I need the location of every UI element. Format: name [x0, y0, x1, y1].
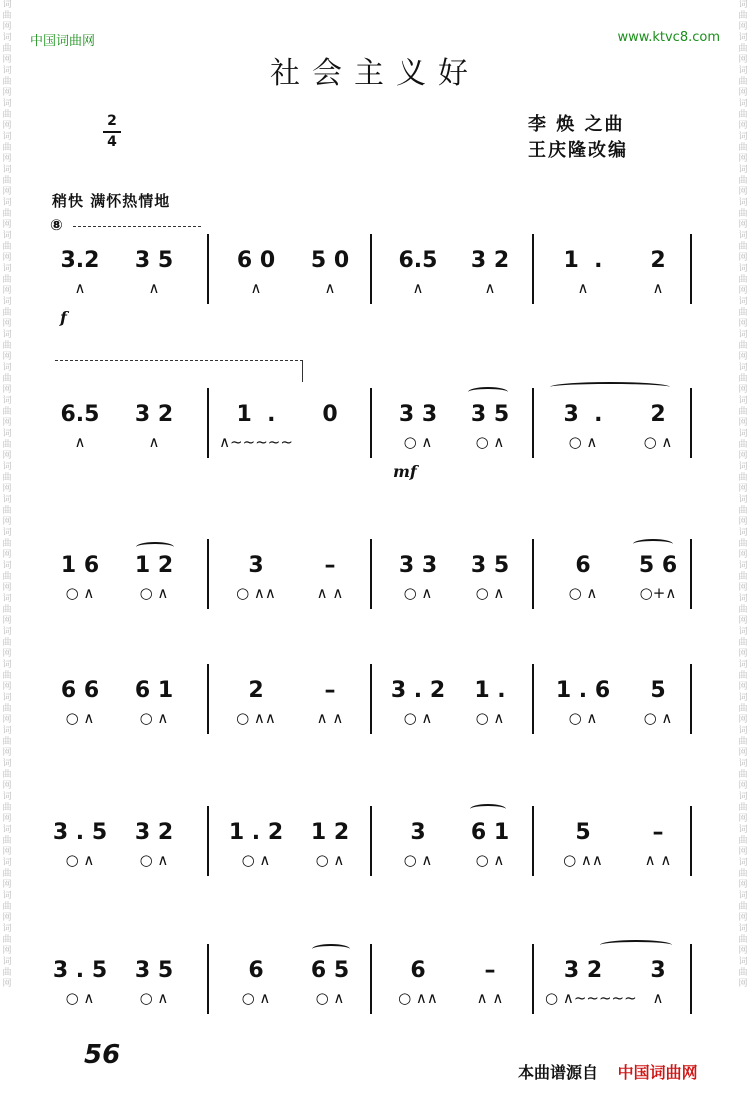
note-digits: 3 2: [134, 820, 174, 845]
beat-cell: [380, 958, 456, 1006]
bar-line: [532, 944, 534, 1014]
note-digits: 1 . 2: [228, 820, 284, 845]
beat-cell: [42, 248, 118, 296]
articulation-mark: [292, 434, 368, 450]
articulation-mark: ∧ ∧: [316, 709, 344, 727]
articulation-mark: ∧ ∧: [644, 851, 672, 869]
articulation-mark: ∧ ∧: [476, 989, 504, 1007]
articulation-mark: ○ ∧: [139, 989, 169, 1007]
articulation-mark: ○ ∧: [403, 433, 433, 451]
note-digits: 6: [248, 958, 264, 983]
note-digits: 1 .: [236, 402, 276, 427]
beat-cell: [42, 402, 118, 450]
note-digits: 3 2: [134, 402, 174, 427]
note-digits: 3.2: [60, 248, 100, 273]
note-digits: 5 0: [310, 248, 350, 273]
articulation-mark: ∧: [74, 433, 86, 451]
articulation-mark: ○ ∧∧: [236, 584, 276, 602]
tempo-marking: 稍快 满怀热情地: [52, 192, 171, 210]
beat-cell: [292, 248, 368, 296]
beat-cell: [545, 820, 621, 868]
beat-cell: [42, 820, 118, 868]
articulation-mark: ○ ∧∧: [398, 989, 438, 1007]
beat-cell: [620, 553, 696, 601]
slur: [550, 382, 670, 392]
site-url-link[interactable]: www.ktvc8.com: [617, 30, 720, 45]
watermark-left-edge: 词曲网词曲网词曲网词曲网词曲网词曲网词曲网词曲网词曲网词曲网词曲网词曲网词曲网词曲网词曲网词曲网词曲网词曲网词曲网词曲网词曲网词曲网词曲网词曲网词曲网词曲网词曲网词曲网词曲网词曲网: [2, 0, 12, 989]
note-digits: 3: [650, 958, 666, 983]
time-signature-bar: [103, 131, 121, 133]
note-digits: 1 .: [474, 678, 506, 703]
beat-cell: [380, 402, 456, 450]
note-digits: 6 1: [134, 678, 174, 703]
articulation-mark: ○ ∧: [315, 989, 345, 1007]
time-signature-bottom: 4: [107, 134, 117, 150]
note-digits: 3 . 5: [52, 820, 108, 845]
note-digits: 6 5: [310, 958, 350, 983]
beat-cell: [42, 958, 118, 1006]
beat-cell: [452, 248, 528, 296]
articulation-mark: ○ ∧: [643, 433, 673, 451]
note-digits: 3 3: [398, 402, 438, 427]
note-digits: 3 3: [398, 553, 438, 578]
beat-cell: [116, 820, 192, 868]
articulation-mark: ∧: [652, 279, 664, 297]
bar-line: [690, 664, 692, 734]
note-digits: 3 2: [470, 248, 510, 273]
beat-cell: [292, 553, 368, 601]
note-digits: 3 . 5: [52, 958, 108, 983]
articulation-mark: ○ ∧: [475, 709, 505, 727]
note-digits: 3: [410, 820, 426, 845]
bar-line: [207, 539, 209, 609]
beat-cell: [218, 958, 294, 1006]
time-signature: [103, 113, 121, 151]
articulation-mark: ∧: [577, 279, 589, 297]
beat-cell: [218, 248, 294, 296]
site-name-link[interactable]: 中国词曲网: [30, 34, 96, 49]
articulation-mark: ○ ∧: [403, 709, 433, 727]
beat-cell: [620, 820, 696, 868]
articulation-mark: ○ ∧: [403, 584, 433, 602]
note-digits: 2: [650, 248, 666, 273]
beat-cell: [452, 402, 528, 450]
note-digits: 0: [322, 402, 338, 427]
beat-cell: [452, 958, 528, 1006]
bar-line: [532, 806, 534, 876]
articulation-mark: ○ ∧: [643, 709, 673, 727]
beat-cell: [452, 553, 528, 601]
articulation-mark: ○ ∧: [475, 584, 505, 602]
articulation-mark: ○ ∧: [139, 584, 169, 602]
beat-cell: [116, 958, 192, 1006]
slur: [600, 940, 672, 950]
articulation-mark: ∧: [652, 989, 664, 1007]
note-digits: 3 5: [470, 402, 510, 427]
articulation-mark: ○ ∧: [139, 851, 169, 869]
bar-line: [370, 806, 372, 876]
articulation-mark: ○ ∧: [65, 851, 95, 869]
bar-line: [207, 388, 209, 458]
note-digits: 1 2: [134, 553, 174, 578]
beat-cell: [116, 248, 192, 296]
beat-cell: [218, 553, 294, 601]
note-digits: –: [652, 820, 664, 845]
beat-cell: [545, 402, 621, 450]
watermark-right-edge: 词曲网词曲网词曲网词曲网词曲网词曲网词曲网词曲网词曲网词曲网词曲网词曲网词曲网词曲网词曲网词曲网词曲网词曲网词曲网词曲网词曲网词曲网词曲网词曲网词曲网词曲网词曲网词曲网词曲网词曲网: [738, 0, 748, 989]
beat-cell: [292, 958, 368, 1006]
note-digits: 1 .: [563, 248, 603, 273]
articulation-mark: ○ ∧: [403, 851, 433, 869]
beat-cell: [545, 958, 637, 1007]
articulation-mark: ○ ∧: [315, 851, 345, 869]
note-digits: 3: [248, 553, 264, 578]
articulation-mark: ○+∧: [639, 584, 677, 602]
note-digits: 1 6: [60, 553, 100, 578]
bar-line: [690, 944, 692, 1014]
footer-site-name[interactable]: 中国词曲网: [617, 1063, 698, 1082]
rehearsal-marker: ⑧: [50, 216, 63, 234]
beat-cell: [42, 678, 118, 726]
beat-cell: [292, 402, 368, 450]
articulation-mark: ∧~~~~~: [219, 433, 293, 451]
articulation-mark: ∧: [74, 279, 86, 297]
beat-cell: [545, 553, 621, 601]
footer-source-label: 本曲谱源自: [518, 1063, 599, 1082]
note-digits: 1 2: [310, 820, 350, 845]
bar-line: [532, 539, 534, 609]
beat-cell: [620, 958, 696, 1006]
octave-dashed-line-continued: [55, 360, 303, 361]
time-signature-top: 2: [107, 113, 117, 129]
articulation-mark: ○ ∧: [475, 851, 505, 869]
slur: [136, 542, 174, 552]
dynamic-forte: f: [60, 308, 67, 327]
articulation-mark: ∧: [324, 279, 336, 297]
articulation-mark: ○ ∧∧: [563, 851, 603, 869]
articulation-mark: ∧: [148, 279, 160, 297]
note-digits: –: [484, 958, 496, 983]
beat-cell: [292, 820, 368, 868]
note-digits: 3 .: [563, 402, 603, 427]
beat-cell: [380, 248, 456, 296]
bar-line: [690, 806, 692, 876]
bar-line: [690, 539, 692, 609]
bar-line: [207, 234, 209, 304]
bar-line: [690, 388, 692, 458]
note-digits: 6.5: [398, 248, 438, 273]
bar-line: [370, 539, 372, 609]
articulation-mark: ○ ∧∧: [236, 709, 276, 727]
octave-dashed-line: [73, 226, 201, 227]
beat-cell: [380, 678, 456, 726]
note-digits: 5: [575, 820, 591, 845]
note-digits: 3 5: [470, 553, 510, 578]
articulation-mark: ○ ∧: [139, 709, 169, 727]
page-number: 56: [84, 1040, 121, 1070]
bar-line: [690, 234, 692, 304]
note-digits: 6.5: [60, 402, 100, 427]
beat-cell: [218, 678, 294, 726]
note-digits: 6 0: [236, 248, 276, 273]
slur: [468, 387, 508, 397]
articulation-mark: ○ ∧: [241, 989, 271, 1007]
articulation-mark: ○ ∧: [65, 989, 95, 1007]
note-digits: 2: [650, 402, 666, 427]
beat-cell: [545, 248, 621, 296]
footer-source: [518, 1060, 698, 1083]
note-digits: –: [324, 553, 336, 578]
articulation-mark: ○ ∧: [241, 851, 271, 869]
articulation-mark: ∧: [250, 279, 262, 297]
articulation-mark: ∧: [484, 279, 496, 297]
note-digits: 5: [650, 678, 666, 703]
beat-cell: [452, 678, 528, 726]
beat-cell: [42, 553, 118, 601]
articulation-mark: ○ ∧: [65, 584, 95, 602]
slur: [633, 539, 673, 549]
bar-line: [532, 388, 534, 458]
dynamic-mezzo-forte: mf: [393, 462, 417, 481]
articulation-mark: ∧: [412, 279, 424, 297]
song-title: 社会主义好: [270, 56, 480, 91]
note-digits: 3 5: [134, 248, 174, 273]
articulation-mark: ○ ∧: [568, 584, 598, 602]
beat-cell: [116, 553, 192, 601]
bar-line: [207, 944, 209, 1014]
beat-cell: [116, 678, 192, 726]
articulation-mark: ○ ∧: [568, 433, 598, 451]
octave-dashed-line-end: [302, 360, 303, 382]
note-digits: 6 6: [60, 678, 100, 703]
note-digits: 3 . 2: [390, 678, 446, 703]
bar-line: [207, 664, 209, 734]
note-digits: 5 6: [638, 553, 678, 578]
bar-line: [532, 664, 534, 734]
beat-cell: [620, 678, 696, 726]
note-digits: 3 5: [134, 958, 174, 983]
articulation-mark: ○ ∧: [475, 433, 505, 451]
bar-line: [370, 664, 372, 734]
arranger-credit: 王庆隆改编: [528, 140, 628, 161]
beat-cell: [116, 402, 192, 450]
beat-cell: [218, 820, 294, 868]
bar-line: [207, 806, 209, 876]
note-digits: 6: [410, 958, 426, 983]
beat-cell: [292, 678, 368, 726]
articulation-mark: ∧ ∧: [316, 584, 344, 602]
articulation-mark: ∧: [148, 433, 160, 451]
bar-line: [532, 234, 534, 304]
note-digits: 2: [248, 678, 264, 703]
note-digits: 6 1: [470, 820, 510, 845]
beat-cell: [620, 248, 696, 296]
beat-cell: [545, 678, 621, 726]
beat-cell: [218, 402, 294, 450]
slur: [470, 804, 506, 814]
note-digits: –: [324, 678, 336, 703]
composer-credit: 李 焕 之曲: [528, 114, 625, 135]
beat-cell: [452, 820, 528, 868]
beat-cell: [620, 402, 696, 450]
note-digits: 6: [575, 553, 591, 578]
beat-cell: [380, 553, 456, 601]
slur: [312, 944, 350, 954]
note-digits: 1 . 6: [555, 678, 611, 703]
bar-line: [370, 944, 372, 1014]
bar-line: [370, 234, 372, 304]
beat-cell: [380, 820, 456, 868]
note-digits: 3 2: [563, 958, 603, 983]
articulation-mark: ○ ∧: [568, 709, 598, 727]
articulation-mark: ○ ∧~~~~~: [545, 989, 637, 1007]
articulation-mark: ○ ∧: [65, 709, 95, 727]
bar-line: [370, 388, 372, 458]
